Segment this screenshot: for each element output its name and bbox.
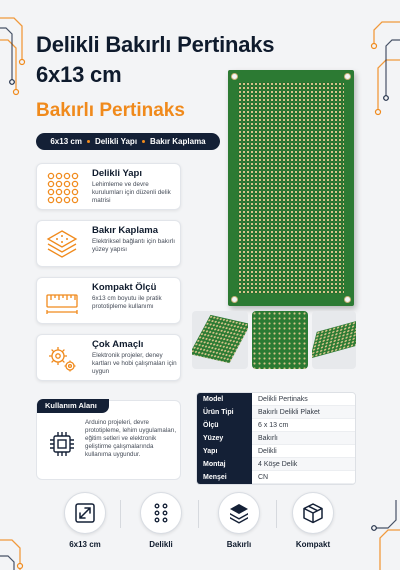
layers-icon [228,502,250,524]
dot-grid-icon [150,502,172,524]
usage-description: Arduino projeleri, devre prototipleme, lehim uygulamaları, eğitim setleri ve elektronik geliştirme çalışmalarında kullanıma uygundur. [85,419,177,458]
layered-board-icon [45,227,79,261]
feature-title: Kompakt Ölçü [92,282,157,293]
box-icon [302,502,324,524]
feature-description: 6x13 cm boyutu ile pratik prototipleme kullanımı [92,295,162,310]
tag-size: 6x13 cm [50,137,82,146]
spec-row [197,406,355,419]
feature-title: Çok Amaçlı [92,339,144,350]
spec-table [196,392,356,485]
spec-value: Bakırlı [252,432,355,445]
feature-card-multipurpose [36,334,181,381]
pcb-board-image [192,315,248,363]
pcb-main-image [228,70,354,306]
bottom-badge-holes [140,492,182,534]
divider [276,500,277,528]
bottom-label: 6x13 cm [69,540,101,549]
bottom-badge-copper [218,492,260,534]
spec-value: 6 x 13 cm [252,419,355,432]
tag-separator [87,140,90,143]
tag-bar [36,133,220,150]
bottom-label: Bakırlı [226,540,252,549]
title-line-1: Delikli Bakırlı Pertinaks [36,32,275,57]
spec-key: Menşei [197,471,252,484]
feature-description: Elektronik projeler, deney kartları ve hobi çalışmaları için uygun [92,352,177,375]
title-line-2: 6x13 cm [36,62,122,87]
divider [120,500,121,528]
spec-row [197,419,355,432]
dot-grid-icon [45,170,79,204]
usage-area-card [36,400,181,480]
divider [198,500,199,528]
feature-description: Elektriksel bağlantı için bakırlı yüzey yapısı [92,238,175,253]
pcb-thumbnail-angle [192,311,248,369]
feature-description: Lehimleme ve devre kurulumları için düzenli delik matrisi [92,181,171,204]
bottom-badge-size [64,492,106,534]
microchip-icon [47,429,77,459]
bottom-label: Delikli [149,540,173,549]
pcb-thumbnail-closeup [252,311,308,369]
gears-icon [45,341,79,375]
spec-key: Montaj [197,458,252,471]
tag-structure: Delikli Yapı [94,137,138,146]
spec-value: Delikli [252,445,355,458]
bottom-label: Kompakt [295,540,331,549]
feature-card-holes [36,163,181,210]
feature-card-size [36,277,181,324]
spec-row [197,445,355,458]
spec-value: 4 Köşe Delik [252,458,355,471]
mounting-hole [231,296,238,303]
spec-row [197,458,355,471]
pcb-board-image [312,320,356,359]
page-subtitle: Bakırlı Pertinaks [36,100,185,121]
bottom-badge-compact [292,492,334,534]
spec-value: Bakırlı Delikli Plaket [252,406,355,419]
feature-card-copper [36,220,181,267]
pcb-board-image [252,311,308,369]
tag-coating: Bakır Kaplama [150,137,206,146]
usage-heading: Kullanım Alanı [37,399,109,413]
spec-key: Yapı [197,445,252,458]
spec-value: CN [252,471,355,484]
resize-arrows-icon [74,502,96,524]
pcb-hole-grid [238,82,344,294]
spec-key: Ürün Tipi [197,406,252,419]
ruler-icon [45,284,79,318]
mounting-hole [344,73,351,80]
pcb-thumbnail-side [312,311,356,369]
spec-key: Ölçü [197,419,252,432]
spec-key: Model [197,393,252,406]
spec-value: Delikli Pertinaks [252,393,355,406]
tag-separator [142,140,145,143]
spec-row [197,393,355,406]
feature-title: Delikli Yapı [92,168,142,179]
spec-row [197,471,355,484]
feature-title: Bakır Kaplama [92,225,159,236]
mounting-hole [231,73,238,80]
spec-row [197,432,355,445]
mounting-hole [344,296,351,303]
spec-key: Yüzey [197,432,252,445]
